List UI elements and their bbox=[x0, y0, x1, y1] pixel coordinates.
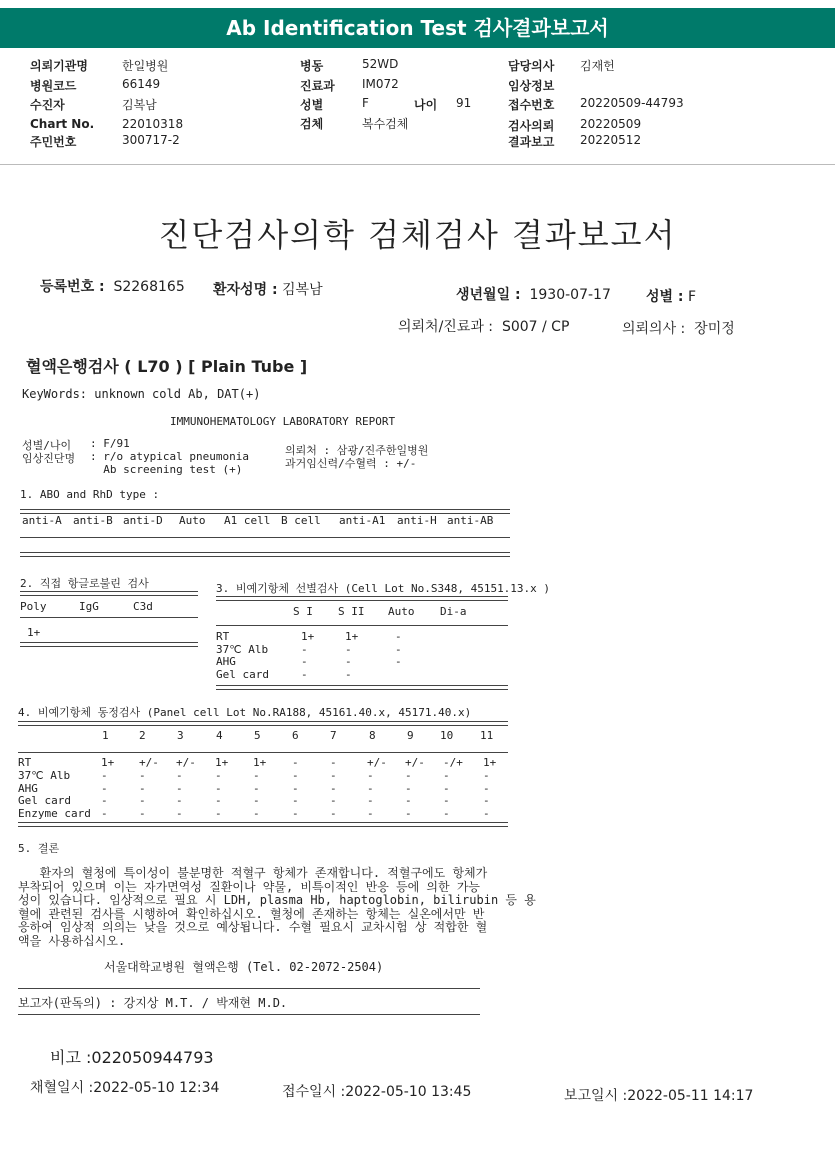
info-value: 91 bbox=[456, 96, 472, 110]
reported-label: 보고일시 : bbox=[564, 1088, 628, 1104]
s4-value-cell: - bbox=[101, 794, 108, 808]
s2-header-cell: C3d bbox=[133, 600, 153, 613]
info-value: 복수검체 bbox=[362, 117, 409, 131]
info-value: 22010318 bbox=[122, 117, 184, 131]
info-label: Chart No. bbox=[30, 117, 95, 131]
s4-value-cell: - bbox=[215, 807, 222, 821]
s4-value-cell: - bbox=[292, 756, 299, 769]
s1-header-cell: anti-A1 bbox=[339, 514, 386, 527]
s4-value-cell: 1+ bbox=[101, 756, 115, 769]
info-value: 20220509 bbox=[580, 117, 642, 131]
s3-value-cell: - bbox=[395, 655, 402, 668]
s3-row-label: AHG bbox=[216, 655, 236, 668]
s4-value-cell: - bbox=[483, 781, 490, 795]
s4-header-cell: 11 bbox=[480, 729, 494, 742]
reported-time bbox=[564, 1085, 753, 1105]
s4-value-cell: - bbox=[139, 768, 146, 782]
s1-header-cell: anti-B bbox=[73, 514, 113, 527]
rule bbox=[18, 988, 480, 989]
s1-header-cell: anti-A bbox=[22, 514, 62, 527]
s4-value-cell: - bbox=[292, 794, 299, 808]
s4-header-cell: 4 bbox=[216, 729, 223, 742]
rule bbox=[18, 721, 508, 726]
s4-header-cell: 6 bbox=[292, 729, 299, 742]
remark-label: 비고 : bbox=[50, 1048, 92, 1067]
dept-value: S007 / CP bbox=[501, 319, 570, 335]
s4-value-cell: 1+ bbox=[483, 756, 497, 769]
s4-value-cell: - bbox=[405, 794, 412, 808]
s4-value-cell: - bbox=[101, 807, 108, 821]
s4-title: 4. 비예기항체 동정검사 (Panel cell Lot No.RA188, 45161.40.x, 45171.40.x) bbox=[18, 706, 472, 719]
s3-title: 3. 비예기항체 선별검사 (Cell Lot No.S348, 45151.13.x ) bbox=[216, 582, 551, 595]
reg-number bbox=[40, 276, 185, 296]
s4-value-cell: - bbox=[176, 794, 183, 808]
reg-value: S2268165 bbox=[113, 279, 185, 295]
info-value: IM072 bbox=[362, 77, 399, 91]
s3-value-cell: - bbox=[395, 630, 402, 643]
s4-value-cell: - bbox=[292, 807, 299, 821]
collected-value: 2022-05-10 12:34 bbox=[93, 1080, 220, 1096]
rule bbox=[18, 752, 508, 753]
s4-value-cell: - bbox=[367, 781, 374, 795]
conclusion-line: 부착되어 있으며 이는 자가면역성 질환이나 약물, 비특이적인 반응 등에 의한 가능 bbox=[18, 879, 481, 894]
s4-value-cell: - bbox=[139, 781, 146, 795]
s4-value-cell: - bbox=[176, 768, 183, 782]
info-value: F bbox=[362, 96, 369, 110]
remark bbox=[50, 1045, 214, 1068]
s4-value-cell: - bbox=[443, 768, 450, 782]
s4-value-cell: - bbox=[176, 807, 183, 821]
s4-value-cell: - bbox=[101, 768, 108, 782]
remark-value: 022050944793 bbox=[91, 1048, 214, 1067]
s3-row-label: 37℃ Alb bbox=[216, 642, 269, 656]
s4-row-label: RT bbox=[18, 756, 32, 769]
info-label: 담당의사 bbox=[508, 59, 555, 73]
info-label: 주민번호 bbox=[30, 135, 77, 149]
conclusion-line: 성이 있습니다. 임상적으로 필요 시 LDH, plasma Hb, haptoglobin, bilirubin 등 용 bbox=[18, 893, 536, 907]
s3-value-cell: - bbox=[301, 655, 308, 668]
divider bbox=[0, 164, 835, 165]
s3-row-label: Gel card bbox=[216, 667, 269, 681]
sex-age-label: 성별/나이 bbox=[22, 439, 72, 452]
doctor-label: 의뢰의사 : bbox=[622, 321, 686, 337]
s4-value-cell: - bbox=[330, 756, 337, 769]
s3-value-cell: 1+ bbox=[345, 630, 359, 643]
rule bbox=[18, 822, 508, 827]
info-value: 66149 bbox=[122, 77, 161, 91]
s3-value-cell: 1+ bbox=[301, 630, 315, 643]
sex-age-value: : F/91 bbox=[90, 437, 130, 450]
info-value: 김재헌 bbox=[580, 59, 615, 73]
rule bbox=[20, 552, 510, 557]
blood-bank: 서울대학교병원 혈액은행 (Tel. 02-2072-2504) bbox=[104, 960, 384, 974]
rule bbox=[216, 625, 508, 626]
s4-value-cell: - bbox=[292, 768, 299, 782]
lab-report-title: IMMUNOHEMATOLOGY LABORATORY REPORT bbox=[170, 415, 396, 428]
name-label: 환자성명 : bbox=[213, 282, 278, 298]
s4-value-cell: - bbox=[330, 807, 337, 821]
s3-value-cell: - bbox=[345, 667, 352, 681]
rule bbox=[20, 617, 198, 618]
s4-header-cell: 9 bbox=[407, 729, 414, 742]
s4-value-cell: -/+ bbox=[443, 756, 463, 769]
reg-label: 등록번호 : bbox=[40, 279, 105, 295]
s2-header-cell: IgG bbox=[79, 600, 99, 613]
s1-header-cell: A1 cell bbox=[224, 514, 271, 527]
s4-value-cell: - bbox=[139, 807, 146, 821]
s4-header-cell: 1 bbox=[102, 729, 109, 742]
s4-value-cell: - bbox=[330, 781, 337, 795]
s4-value-cell: 1+ bbox=[215, 756, 229, 769]
rule bbox=[20, 642, 198, 647]
s4-value-cell: - bbox=[443, 781, 450, 795]
s4-value-cell: - bbox=[483, 794, 490, 808]
info-value: 52WD bbox=[362, 57, 399, 71]
s3-value-cell: - bbox=[301, 642, 308, 656]
department bbox=[398, 316, 569, 336]
sex-label: 성별 : bbox=[646, 289, 684, 305]
info-label: 병원코드 bbox=[30, 79, 77, 93]
report-title: 진단검사의학 검체검사 결과보고서 bbox=[158, 216, 677, 254]
s2-title: 2. 직접 항글로불린 검사 bbox=[20, 577, 149, 590]
s3-row-label: RT bbox=[216, 630, 230, 643]
s4-header-cell: 10 bbox=[440, 729, 454, 742]
s4-row-label: 37℃ Alb bbox=[18, 768, 71, 782]
s4-value-cell: - bbox=[405, 807, 412, 821]
info-value: 300717-2 bbox=[122, 133, 180, 147]
reported-value: 2022-05-11 14:17 bbox=[627, 1088, 754, 1104]
s4-value-cell: - bbox=[367, 768, 374, 782]
s1-header-cell: anti-AB bbox=[447, 514, 494, 527]
birth-date bbox=[456, 284, 611, 304]
info-label: 접수번호 bbox=[508, 98, 555, 112]
s4-value-cell: - bbox=[405, 768, 412, 782]
s3-value-cell: - bbox=[301, 667, 308, 681]
test-title: 혈액은행검사 ( L70 ) [ Plain Tube ] bbox=[26, 357, 308, 376]
s3-header-cell: S II bbox=[338, 605, 365, 618]
rule bbox=[216, 596, 508, 601]
s1-header-cell: B cell bbox=[281, 514, 321, 527]
name-value: 김복남 bbox=[282, 282, 323, 298]
clinical-dx-label: 임상진단명 bbox=[22, 452, 76, 465]
patient-name bbox=[213, 279, 323, 299]
info-label: 의뢰기관명 bbox=[30, 59, 88, 73]
s4-value-cell: +/- bbox=[405, 756, 425, 769]
s4-value-cell: - bbox=[215, 768, 222, 782]
s4-header-cell: 2 bbox=[139, 729, 146, 742]
conclusion-line: 환자의 혈청에 특이성이 불분명한 적혈구 항체가 존재합니다. 적혈구에도 항체가 bbox=[18, 866, 488, 880]
received-label: 접수일시 : bbox=[282, 1084, 346, 1100]
conclusion-line: 혈에 관련된 검사를 시행하여 확인하십시오. 혈청에 존재하는 항체는 실온에서만 반 bbox=[18, 906, 485, 921]
sex bbox=[646, 286, 696, 306]
info-value: 김복남 bbox=[122, 98, 157, 112]
info-label: 검체 bbox=[300, 117, 324, 131]
s4-value-cell: - bbox=[443, 794, 450, 808]
info-label: 병동 bbox=[300, 59, 324, 73]
s3-value-cell: - bbox=[345, 642, 352, 656]
s4-value-cell: - bbox=[176, 781, 183, 795]
rule bbox=[20, 591, 198, 596]
s4-value-cell: 1+ bbox=[253, 756, 267, 769]
s1-header-cell: Auto bbox=[179, 514, 206, 527]
s4-value-cell: +/- bbox=[139, 756, 159, 769]
s1-header-cell: anti-H bbox=[397, 514, 437, 527]
s2-header-cell: Poly bbox=[20, 600, 47, 613]
info-value: 한일병원 bbox=[122, 59, 169, 73]
s4-value-cell: - bbox=[101, 781, 108, 795]
s3-header-cell: Auto bbox=[388, 605, 415, 618]
clinical-dx-1: : r/o atypical pneumonia bbox=[90, 450, 249, 463]
rule bbox=[18, 1014, 480, 1015]
s3-value-cell: - bbox=[345, 655, 352, 668]
s2-value-cell: 1+ bbox=[27, 626, 41, 639]
requester: 의뢰처 : 삼광/진주한일병원 bbox=[285, 444, 429, 457]
rule bbox=[216, 685, 508, 690]
s4-value-cell: - bbox=[139, 794, 146, 808]
s4-value-cell: - bbox=[292, 781, 299, 795]
s1-title: 1. ABO and RhD type : bbox=[20, 488, 160, 501]
s4-value-cell: - bbox=[443, 807, 450, 821]
s3-header-cell: S I bbox=[293, 605, 313, 618]
s4-header-cell: 7 bbox=[330, 729, 337, 742]
s1-header-cell: anti-D bbox=[123, 514, 163, 527]
s4-value-cell: +/- bbox=[367, 756, 387, 769]
received-time bbox=[282, 1081, 471, 1101]
reporter: 보고자(판독의) : 강지상 M.T. / 박재현 M.D. bbox=[18, 996, 288, 1010]
info-label: 성별 bbox=[300, 98, 324, 112]
collected-label: 채혈일시 : bbox=[30, 1080, 94, 1096]
rule bbox=[20, 537, 510, 538]
info-label: 결과보고 bbox=[508, 135, 555, 149]
received-value: 2022-05-10 13:45 bbox=[345, 1084, 472, 1100]
s4-header-cell: 8 bbox=[369, 729, 376, 742]
s4-value-cell: - bbox=[483, 807, 490, 821]
s4-value-cell: - bbox=[253, 781, 260, 795]
dob-label: 생년월일 : bbox=[456, 287, 521, 303]
dob-value: 1930-07-17 bbox=[529, 287, 611, 303]
info-label: 진료과 bbox=[300, 79, 335, 93]
info-value: 20220512 bbox=[580, 133, 642, 147]
s4-value-cell: +/- bbox=[176, 756, 196, 769]
s4-value-cell: - bbox=[330, 768, 337, 782]
report-header-title: Ab Identification Test 검사결과보고서 bbox=[0, 8, 835, 48]
info-label: 임상정보 bbox=[508, 79, 555, 93]
s4-value-cell: - bbox=[253, 768, 260, 782]
dept-label: 의뢰처/진료과 : bbox=[398, 319, 494, 335]
s3-value-cell: - bbox=[395, 642, 402, 656]
doctor-value: 장미정 bbox=[694, 321, 735, 337]
s4-value-cell: - bbox=[367, 807, 374, 821]
s4-row-label: AHG bbox=[18, 781, 38, 795]
s4-header-cell: 5 bbox=[254, 729, 261, 742]
history: 과거임신력/수혈력 : +/- bbox=[285, 457, 417, 470]
info-value: 20220509-44793 bbox=[580, 96, 684, 110]
s4-value-cell: - bbox=[330, 794, 337, 808]
info-label: 검사의뢰 bbox=[508, 119, 555, 133]
s4-value-cell: - bbox=[253, 794, 260, 808]
s4-value-cell: - bbox=[367, 794, 374, 808]
s4-value-cell: - bbox=[405, 781, 412, 795]
conclusion-line: 응하여 임상적 의의는 낮을 것으로 예상됩니다. 수혈 필요시 교차시험 상 적합한 혈 bbox=[18, 920, 488, 934]
s4-value-cell: - bbox=[483, 768, 490, 782]
s3-header-cell: Di-a bbox=[440, 605, 467, 618]
clinical-dx-2: Ab screening test (+) bbox=[90, 463, 243, 476]
info-label: 나이 bbox=[414, 98, 438, 112]
conclusion-line: 액을 사용하십시오. bbox=[18, 933, 126, 948]
s4-header-cell: 3 bbox=[177, 729, 184, 742]
s5-title: 5. 결론 bbox=[18, 842, 60, 855]
ordering-doctor bbox=[622, 318, 735, 338]
keywords: KeyWords: unknown cold Ab, DAT(+) bbox=[22, 387, 261, 401]
collected-time bbox=[30, 1077, 219, 1097]
s4-row-label: Enzyme card bbox=[18, 807, 91, 821]
s4-row-label: Gel card bbox=[18, 794, 71, 808]
s4-value-cell: - bbox=[215, 781, 222, 795]
sex-value: F bbox=[687, 289, 697, 305]
s4-value-cell: - bbox=[253, 807, 260, 821]
info-label: 수진자 bbox=[30, 98, 65, 112]
s4-value-cell: - bbox=[215, 794, 222, 808]
